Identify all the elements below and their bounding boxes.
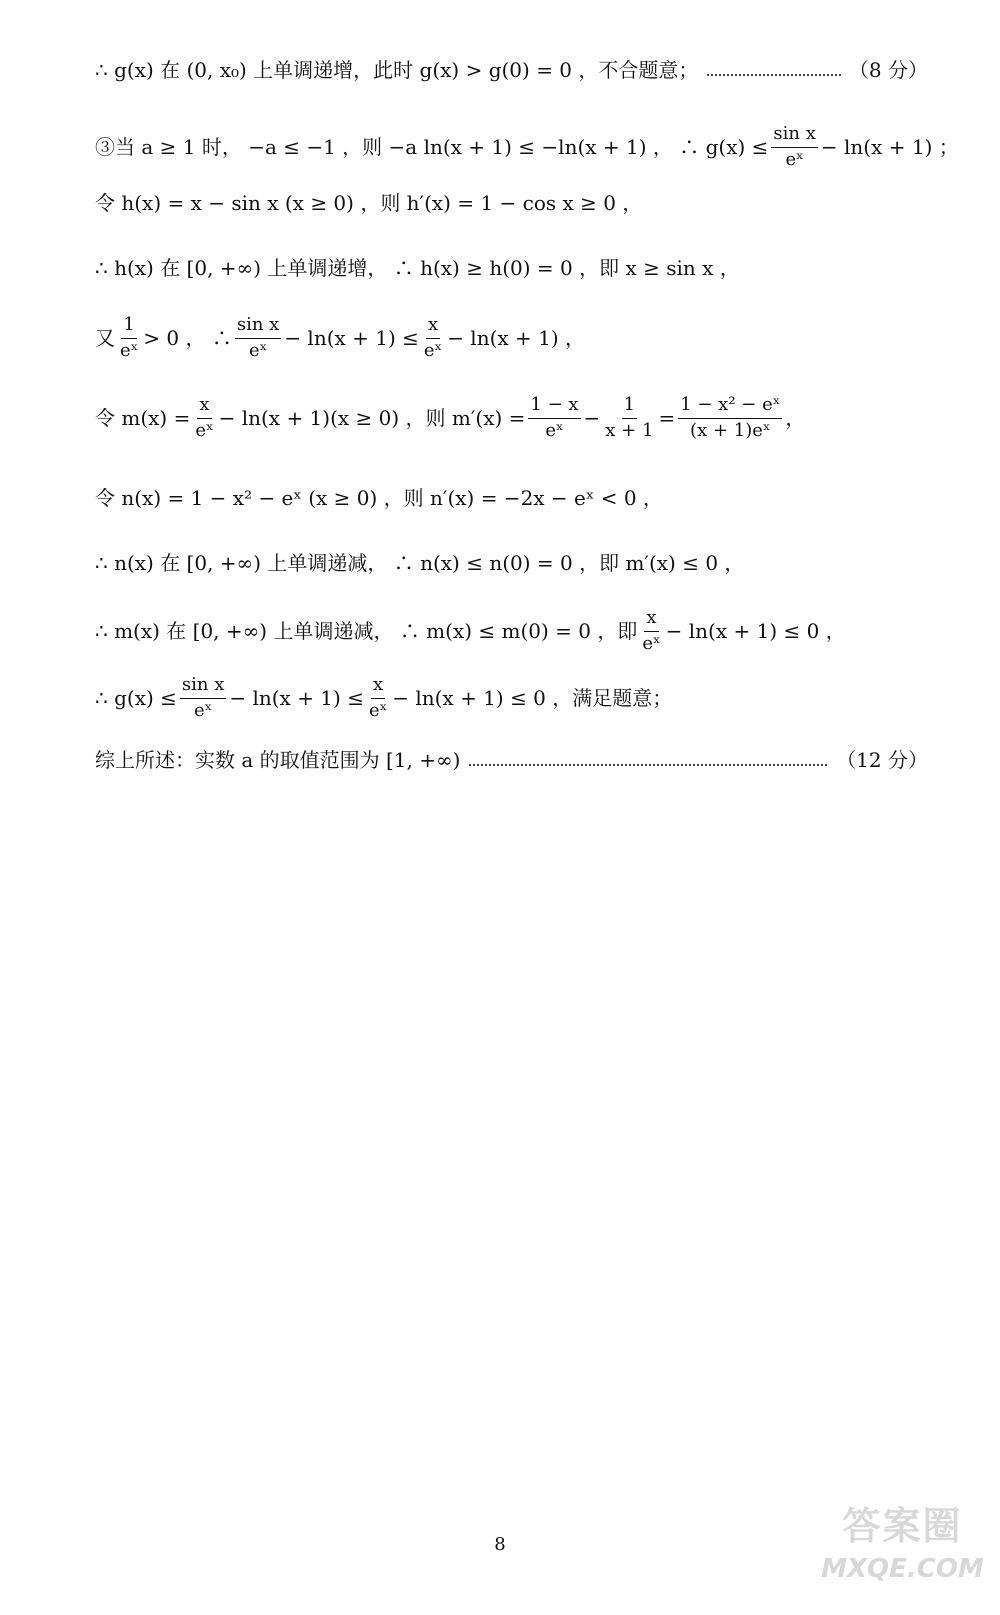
line-text: = [658,406,676,431]
denominator: x + 1 [605,419,654,441]
line-text-tail: − ln(x + 1) ； [820,135,959,160]
line-text: 令 n(x) = 1 − x² − eˣ (x ≥ 0) ，则 n′(x) = −2x − eˣ < 0 ， [95,486,663,510]
solution-line-4 [95,258,928,278]
numerator: sin x [235,315,281,339]
denominator: eˣ [423,339,443,361]
line-text: 综上所述：实数 a 的取值范围为 [1, +∞) [95,748,461,772]
numerator: 1 [622,395,637,419]
denominator: (x + 1)eˣ [690,419,771,441]
page-number: 8 [494,1534,506,1555]
line-text-tail: − ln(x + 1) ≤ 0 ， [665,619,846,644]
line-text: − [583,406,601,431]
watermark-url: MXQE.COM [821,1554,984,1584]
fraction [118,315,140,361]
line-text: > 0 ， ∴ [143,326,232,351]
denominator: eˣ [545,419,564,441]
line-text: ∴ h(x) 在 [0, +∞) 上单调递增， ∴ h(x) ≥ h(0) = 0 ，即 x ≥ sin x ， [95,256,740,280]
fraction [193,395,215,441]
watermark-logo [815,1495,990,1605]
solution-line-1 [95,60,928,80]
line-text: − ln(x + 1) ≤ [284,326,419,351]
denominator: eˣ [642,632,661,654]
line-text-tail: − ln(x + 1) ≤ 0 ，满足题意； [392,686,673,711]
denominator: eˣ [248,339,268,361]
line-text-tail: − ln(x + 1) ， [447,326,586,351]
fraction [367,675,389,721]
line-text: 令 m(x) = [95,406,191,431]
line-text: ③当 a ≥ 1 时， −a ≤ −1 ，则 −a ln(x + 1) ≤ −ln(x + 1) ， ∴ g(x) ≤ [95,135,769,160]
solution-line-11 [95,750,928,770]
solution-line-6 [95,395,928,441]
fraction [640,608,662,654]
numerator: x [371,675,385,699]
line-text: 又 [95,326,115,351]
denominator: eˣ [195,419,214,441]
solution-line-9 [95,608,928,654]
numerator: x [197,395,211,419]
score-label: （12 分） [836,748,928,772]
line-text: 令 h(x) = x − sin x (x ≥ 0) ，则 h′(x) = 1 − cos x ≥ 0 ， [95,191,643,215]
line-text: − ln(x + 1)(x ≥ 0) ，则 m′(x) = [218,406,526,431]
line-text: ∴ g(x) ≤ [95,686,177,711]
numerator: x [644,608,658,632]
watermark-title: 答案圈 [842,1504,963,1548]
leader-dots [468,764,828,766]
line-text: ∴ n(x) 在 [0, +∞) 上单调递减， ∴ n(x) ≤ n(0) = 0 ，即 m′(x) ≤ 0 ， [95,551,745,575]
numerator: sin x [771,124,817,148]
fraction [235,315,281,361]
fraction [528,395,580,441]
leader-dots [706,74,841,76]
numerator: x [426,315,440,339]
fraction [603,395,655,441]
denominator: eˣ [368,699,388,721]
numerator: 1 [121,315,136,339]
line-text-tail: ， [785,406,806,431]
fraction [422,315,444,361]
denominator: eˣ [785,148,804,170]
solution-line-10 [95,675,928,721]
solution-line-2 [95,123,959,170]
solution-line-3 [95,193,928,213]
fraction [180,675,226,721]
fraction [771,124,817,170]
score-label: （8 分） [848,58,928,82]
solution-line-7 [95,488,928,508]
denominator: eˣ [193,699,213,721]
line-text: ∴ g(x) 在 (0, x₀) 上单调递增，此时 g(x) > g(0) = 0 ，不合题意； [95,58,699,82]
fraction [678,395,782,441]
denominator: eˣ [120,339,139,361]
solution-line-8 [95,553,928,573]
line-text: − ln(x + 1) ≤ [229,686,364,711]
line-text: ∴ m(x) 在 [0, +∞) 上单调递减， ∴ m(x) ≤ m(0) = 0 ，即 [95,619,638,644]
numerator: 1 − x² − eˣ [678,395,782,419]
solution-line-5 [95,315,928,361]
numerator: sin x [180,675,226,699]
numerator: 1 − x [528,395,580,419]
